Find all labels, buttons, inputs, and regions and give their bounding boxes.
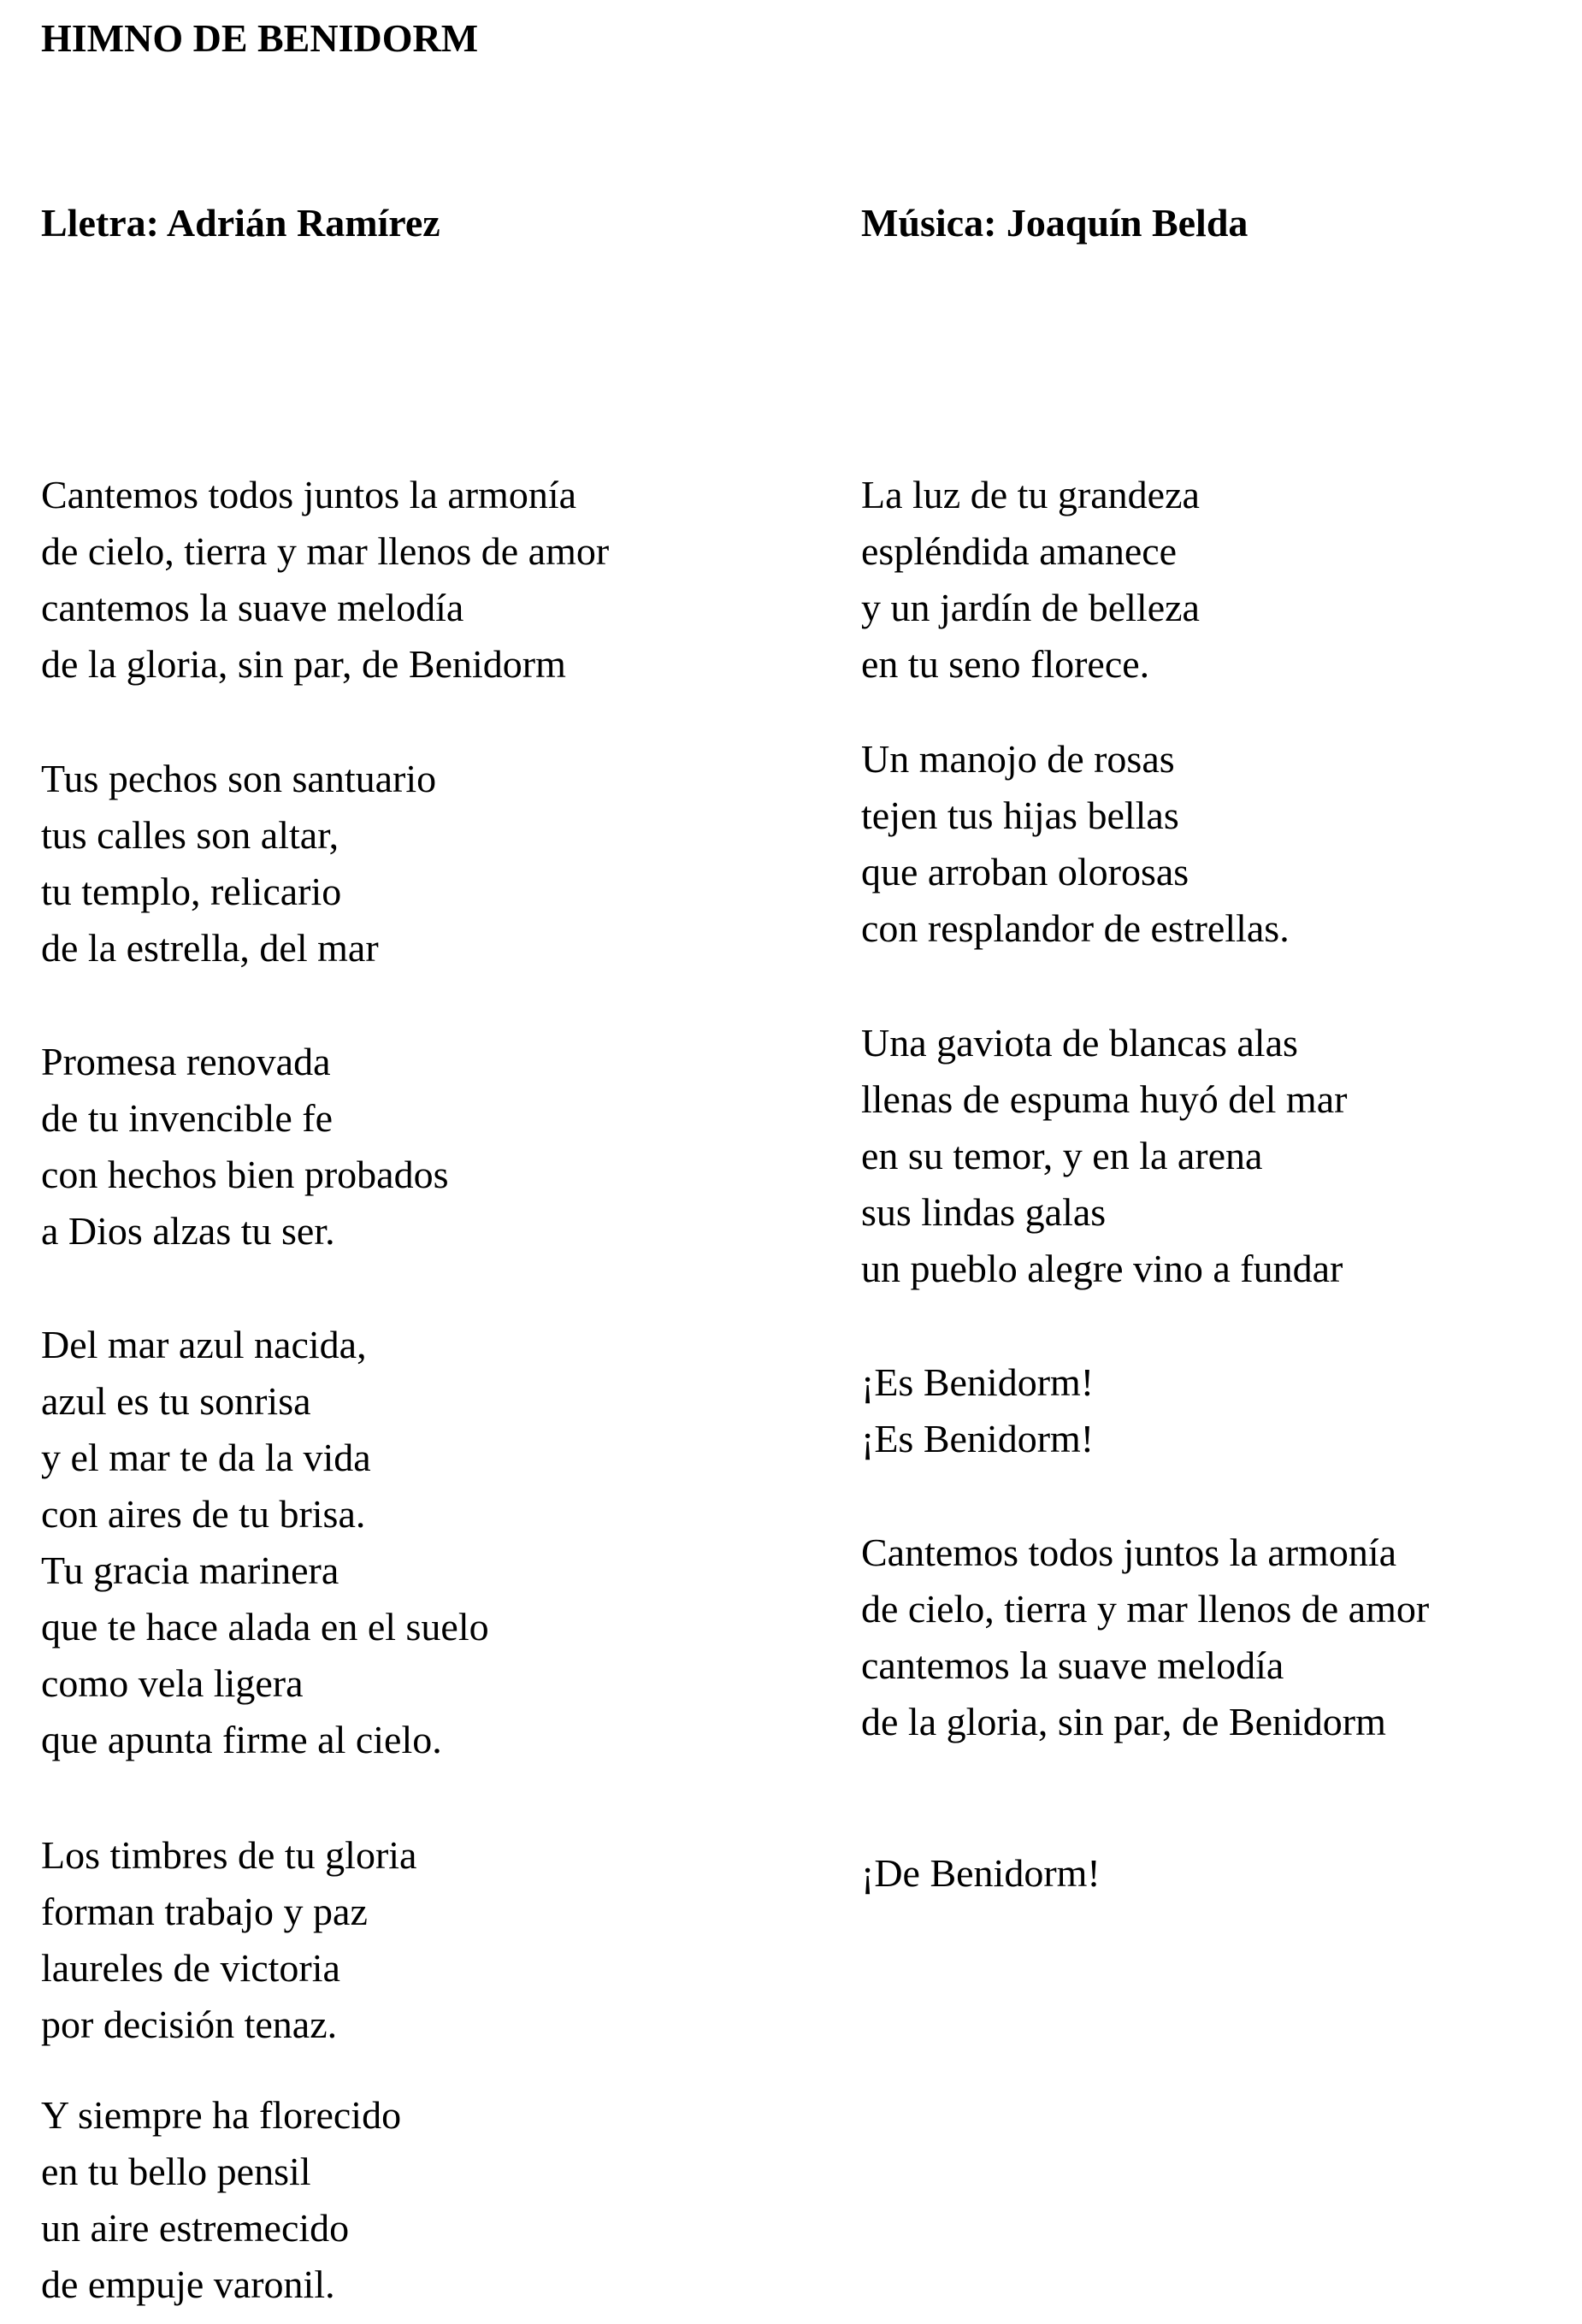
verse-line: cantemos la suave melodía: [41, 586, 464, 629]
verse-line: laureles de victoria: [41, 1946, 340, 1990]
verse-line: Los timbres de tu gloria: [41, 1833, 417, 1877]
verse-line: espléndida amanece: [861, 529, 1178, 573]
verse-line: sus lindas galas: [861, 1190, 1107, 1234]
stanza-left-6: [41, 2087, 401, 2313]
verse-line: tu templo, relicario: [41, 870, 342, 913]
verse-line: tejen tus hijas bellas: [861, 793, 1179, 837]
verse-line: como vela ligera: [41, 1661, 304, 1705]
stanza-left-4: [41, 1317, 489, 1768]
stanza-left-1: [41, 467, 609, 693]
verse-line: Tus pechos son santuario: [41, 757, 437, 800]
stanza-right-6: [861, 1845, 1101, 1902]
verse-line: Un manojo de rosas: [861, 737, 1175, 781]
verse-line: con aires de tu brisa.: [41, 1492, 366, 1536]
verse-line: por decisión tenaz.: [41, 2003, 338, 2046]
verse-line: con hechos bien probados: [41, 1153, 449, 1196]
verse-line: que te hace alada en el suelo: [41, 1605, 489, 1649]
verse-line: Cantemos todos juntos la armonía: [41, 473, 577, 516]
verse-line: de empuje varonil.: [41, 2262, 335, 2306]
verse-line: de la estrella, del mar: [41, 926, 379, 970]
verse-line: a Dios alzas tu ser.: [41, 1209, 335, 1253]
verse-line: y un jardín de belleza: [861, 586, 1200, 629]
verse-line: ¡De Benidorm!: [861, 1851, 1101, 1895]
verse-line: Y siempre ha florecido: [41, 2093, 402, 2137]
stanza-right-3: [861, 1015, 1347, 1297]
verse-line: un aire estremecido: [41, 2206, 350, 2250]
verse-line: de la gloria, sin par, de Benidorm: [861, 1700, 1386, 1743]
page-title: HIMNO DE BENIDORM: [41, 16, 479, 60]
verse-line: en tu seno florece.: [861, 642, 1150, 686]
stanza-right-4: [861, 1354, 1094, 1467]
verse-line: que arroban olorosas: [861, 850, 1189, 894]
verse-line: ¡Es Benidorm!: [861, 1417, 1095, 1460]
verse-line: Promesa renovada: [41, 1040, 331, 1083]
verse-line: tus calles son altar,: [41, 813, 339, 857]
verse-line: cantemos la suave melodía: [861, 1643, 1284, 1687]
stanza-right-1: [861, 467, 1200, 693]
stanza-left-2: [41, 751, 436, 976]
stanza-right-2: [861, 731, 1290, 957]
verse-line: Tu gracia marinera: [41, 1548, 339, 1592]
verse-line: de cielo, tierra y mar llenos de amor: [861, 1587, 1430, 1631]
verse-line: y el mar te da la vida: [41, 1436, 371, 1479]
music-credit: Música: Joaquín Belda: [861, 201, 1248, 245]
verse-line: en tu bello pensil: [41, 2150, 311, 2193]
verse-line: un pueblo alegre vino a fundar: [861, 1247, 1343, 1290]
verse-line: ¡Es Benidorm!: [861, 1360, 1095, 1404]
stanza-left-5: [41, 1827, 416, 2053]
verse-line: de tu invencible fe: [41, 1096, 334, 1140]
verse-line: azul es tu sonrisa: [41, 1379, 311, 1423]
verse-line: Cantemos todos juntos la armonía: [861, 1531, 1397, 1574]
stanza-left-3: [41, 1034, 449, 1259]
verse-line: La luz de tu grandeza: [861, 473, 1200, 516]
verse-line: que apunta firme al cielo.: [41, 1718, 442, 1761]
verse-line: Una gaviota de blancas alas: [861, 1021, 1298, 1065]
verse-line: de cielo, tierra y mar llenos de amor: [41, 529, 610, 573]
verse-line: forman trabajo y paz: [41, 1890, 368, 1933]
stanza-right-5: [861, 1525, 1429, 1750]
verse-line: llenas de espuma huyó del mar: [861, 1077, 1348, 1121]
verse-line: de la gloria, sin par, de Benidorm: [41, 642, 566, 686]
lyrics-credit: Lletra: Adrián Ramírez: [41, 201, 440, 245]
verse-line: Del mar azul nacida,: [41, 1323, 367, 1366]
verse-line: en su temor, y en la arena: [861, 1134, 1263, 1177]
verse-line: con resplandor de estrellas.: [861, 906, 1290, 950]
